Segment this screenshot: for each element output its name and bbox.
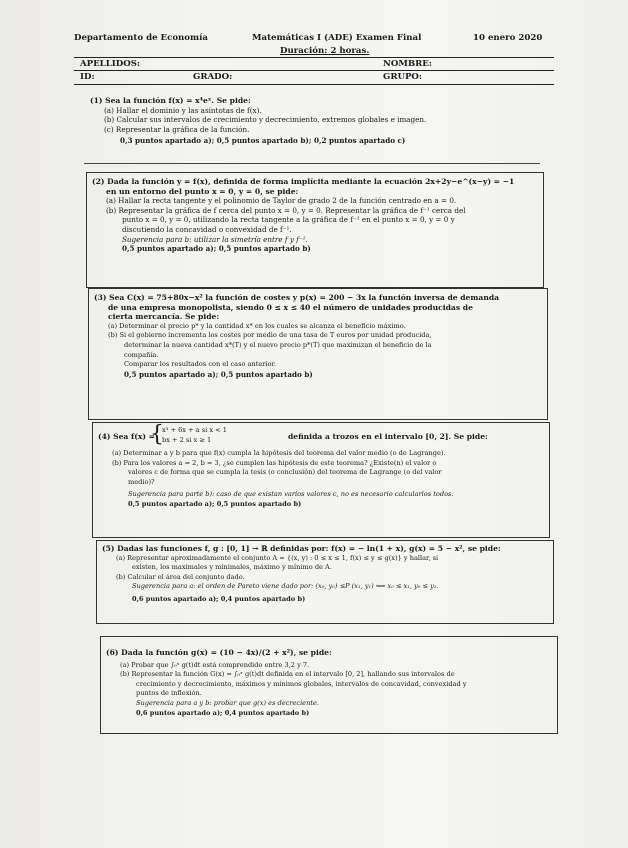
left-brace-icon: {	[150, 422, 164, 447]
problem-4	[98, 422, 488, 510]
problem-4-hint: Sugerencia para parte b): caso de que existan varios valores c, no es necesario calcularlos todos.	[128, 490, 454, 499]
problem-3-part-a: (a) Determinar el precio p* y la cantidad x* en los cuales se alcanza el beneficio máximo.	[108, 321, 406, 330]
problem-5-statement: (5) Dadas las funciones f, g : [0, 1] → ℝ definidas por: f(x) = − ln(1 + x), g(x) = 5 − x², se pide:	[102, 544, 501, 553]
course-title: Matemáticas I (ADE) Examen Final	[252, 33, 422, 43]
problem-3-statement-cont1: de una empresa monopolista, siendo 0 ≤ x ≤ 40 el número de unidades producidas de	[108, 302, 473, 312]
nombre-label: NOMBRE:	[383, 59, 432, 69]
problem-4-func-label: (4) Sea f(x) =	[98, 432, 155, 441]
problem-4-func-tail: definida a trozos en el intervalo [0, 2]. Se pide:	[288, 432, 488, 441]
problem-2-statement-cont: en un entorno del punto x = 0, y = 0, se pide:	[106, 186, 299, 196]
exam-date: 10 enero 2020	[473, 33, 543, 43]
problem-4-case-2: bx + 2 si x ≥ 1	[162, 436, 212, 444]
problem-4-case-1: x³ + 6x + a si x < 1	[162, 426, 227, 434]
form-bottom-rule	[74, 84, 554, 85]
problem-3-part-b: (b) Si el gobierno incrementa los costes por medio de una tasa de T euros por unidad producida,	[108, 331, 432, 340]
problem-4-points: 0,5 puntos apartado a); 0,5 puntos apartado b)	[128, 499, 302, 508]
problem-5-part-a-cont: existen, los maximales y minimales, máximo y mínimo de A.	[132, 563, 332, 572]
problem-2-statement: (2) Dada la función y = f(x), definida de forma implícita mediante la ecuación 2x+2y−e^(x−y) = −1	[92, 177, 515, 186]
problem-2-hint: Sugerencia para b: utilizar la simetría entre f y f⁻¹.	[122, 234, 308, 244]
problem-1-part-b: (b) Calcular sus intervalos de crecimiento y decrecimiento, extremos globales e imagen.	[104, 115, 427, 125]
problem-4-part-b-cont2: medio)?	[128, 477, 155, 486]
problem-5-part-b: (b) Calcular el área del conjunto dado.	[116, 572, 245, 581]
grupo-label: GRUPO:	[383, 72, 423, 82]
problem-6-points: 0,6 puntos apartado a); 0,4 puntos apartado b)	[136, 708, 310, 717]
problem-4-part-b-cont1: valores c de forma que se cumpla la tesis (o conclusión) del teorema de Lagrange (o del valor	[128, 468, 442, 477]
problem-1-part-c: (c) Representar la gráfica de la función.	[104, 124, 250, 134]
problem-3-statement: (3) Sea C(x) = 75+80x−x² la función de costes y p(x) = 200 − 3x la función inversa de demanda	[94, 293, 500, 302]
id-label: ID:	[80, 72, 95, 82]
problem-5-hint: Sugerencia para a: el orden de Pareto viene dado por: (x₀, y₀) ≤P (x₁, y₁) ⟺ x₀ ≤ x₁, y₀ ≤ y₁.	[132, 582, 439, 591]
problem-4-part-a: (a) Determinar a y b para que f(x) cumpla la hipótesis del teorema del valor medio (o de Lagrange).	[112, 449, 446, 457]
problem-2-part-b-cont1: punto x = 0, y = 0, utilizando la recta tangente a la gráfica de f⁻¹ en el punto x = 0, y = 0 y	[122, 215, 455, 225]
problem-3-points: 0,5 puntos apartado a); 0,5 puntos apartado b)	[124, 369, 313, 379]
problem-3-part-b-cont2: compañía.	[124, 350, 159, 359]
problem-6	[106, 648, 467, 718]
problem-6-part-b: (b) Representar la función G(x) = ∫₀ˣ g(t)dt definida en el intervalo [0, 2], hallando sus intervalos de	[120, 670, 455, 679]
problem-6-part-b-cont2: puntos de inflexión.	[136, 689, 202, 698]
problem-1	[90, 96, 426, 146]
problem-6-part-a: (a) Probar que ∫₀ˣ g(t)dt está comprendido entre 3,2 y 7.	[120, 660, 310, 669]
problem-6-part-b-cont1: crecimiento y decrecimiento, máximos y mínimos globales, intervalos de concavidad, convexidad y	[136, 679, 467, 688]
department-name: Departamento de Economía	[74, 33, 208, 43]
problem-1-divider	[84, 163, 540, 164]
problem-2	[92, 177, 514, 254]
problem-6-statement: (6) Dada la función g(x) = (10 − 4x)/(2 + x²), se pide:	[106, 648, 332, 657]
form-middle-rule	[74, 70, 554, 71]
problem-2-part-b: (b) Representar la gráfica de f cerca del punto x = 0, y = 0. Representar la gráfica de f⁻¹ cerca del	[106, 205, 466, 215]
problem-3-part-b-cont1: determinar la nueva cantidad x*(T) y el nuevo precio p*(T) que maximizan el beneficio de la	[124, 340, 432, 349]
problem-5	[102, 544, 501, 605]
problem-5-part-a: (a) Representar aproximadamente el conjunto A = {(x, y) : 0 ≤ x ≤ 1, f(x) ≤ y ≤ g(x)} y hallar, si	[116, 553, 439, 562]
problem-3-compare: Comparar los resultados con el caso anterior.	[124, 360, 277, 369]
problem-1-points: 0,3 puntos apartado a); 0,5 puntos apartado b); 0,2 puntos apartado c)	[120, 136, 406, 146]
problem-4-piecewise	[98, 422, 488, 447]
form-top-rule	[74, 57, 554, 58]
problem-2-part-b-cont2: discutiendo la concavidad o convexidad de f⁻¹.	[122, 224, 292, 234]
grado-label: GRADO:	[193, 72, 233, 82]
problem-5-points: 0,6 puntos apartado a); 0,4 puntos apartado b)	[132, 594, 306, 603]
problem-4-part-b: (b) Para los valores a = 2, b = 3, ¿se cumplen las hipótesis de este teorema? ¿Existe(n) el valor o	[112, 458, 437, 467]
problem-6-hint: Sugerencia para a y b: probar que g(x) es decreciente.	[136, 698, 319, 707]
problem-1-statement: (1) Sea la función f(x) = x⁴eˣ. Se pide:	[90, 96, 251, 105]
problem-3	[94, 293, 499, 379]
problem-1-part-a: (a) Hallar el dominio y las asíntotas de f(x).	[104, 105, 262, 115]
exam-duration: Duración: 2 horas.	[280, 46, 370, 56]
problem-3-statement-cont2: cierta mercancía. Se pide:	[108, 312, 220, 322]
problem-2-points: 0,5 puntos apartado a); 0,5 puntos apartado b)	[122, 244, 311, 254]
apellidos-label: APELLIDOS:	[80, 59, 141, 69]
problem-2-part-a: (a) Hallar la recta tangente y el polinomio de Taylor de grado 2 de la función centrado en a = 0.	[106, 196, 457, 206]
